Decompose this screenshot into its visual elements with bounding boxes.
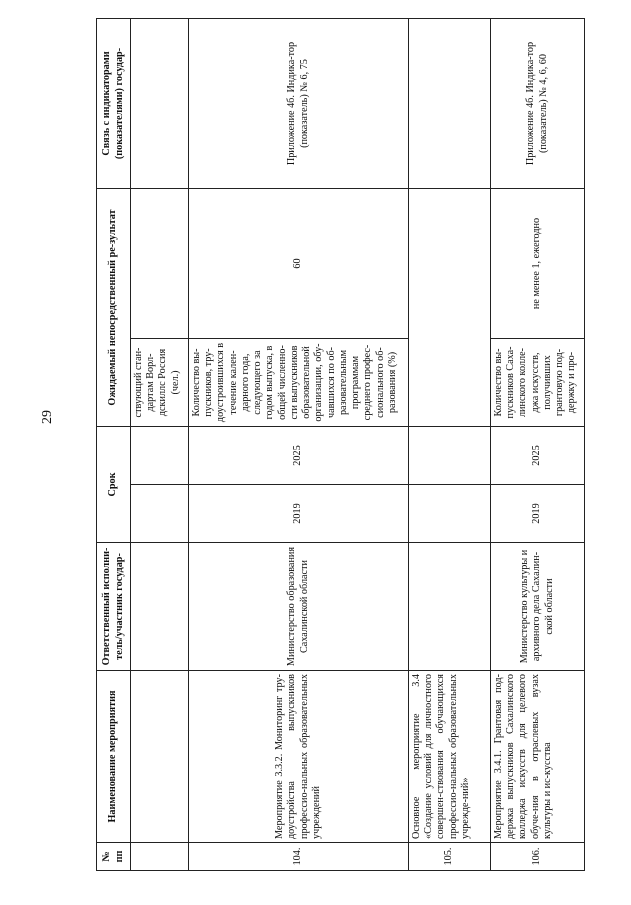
row-result (409, 189, 491, 427)
rotated-table-container (96, 19, 584, 871)
row-result-text: Количество вы-пускников Саха-линского колле-джа искусств, получивших грантовую под-держку и про- (491, 338, 584, 426)
activities-table (96, 18, 585, 871)
row-link (131, 19, 189, 189)
row-responsible (409, 543, 491, 671)
row-result (189, 189, 409, 427)
row-responsible: Министерство культуры и архивного дела Сахалин-ской области (491, 543, 585, 671)
row-link (409, 19, 491, 189)
row-result-value (131, 189, 188, 338)
row-result (491, 189, 585, 427)
row-link: Приложение 4б. Индика-тор (показатель) № 6, 75 (189, 19, 409, 189)
row-end (409, 427, 491, 485)
row-end: 2025 (189, 427, 409, 485)
row-start (131, 485, 189, 543)
table-row (131, 19, 189, 871)
row-end (131, 427, 189, 485)
header-responsible: Ответственный исполни-тель/участник государ- (97, 543, 131, 671)
row-num: 104. (189, 843, 409, 871)
header-name: Наименование мероприятия (97, 671, 131, 843)
row-num: 106. (491, 843, 585, 871)
header-term: Срок (97, 427, 131, 543)
header-result: Ожидаемый непосредственный ре-зультат (97, 189, 131, 427)
row-name: Основное мероприятие 3.4 «Создание условий для личностного совершен-ствования обучающихся профессио-нальных образовательных учрежде-ний» (409, 671, 491, 843)
row-result-value: 60 (292, 258, 304, 269)
row-link: Приложение 4б. Индика-тор (показатель) № 4, 6, 60 (491, 19, 585, 189)
row-name (131, 671, 189, 843)
row-result-value: не менее 1, ежегодно (531, 217, 543, 310)
header-link: Связь с индикаторами (показателями) государ- (97, 19, 131, 189)
row-start (409, 485, 491, 543)
row-name: Мероприятие 3.4.1. Грантовая под-держка выпускников Сахалинского колледжа искусств для целевого обуче-ния в отраслевых вузах культуры и ис-кусства (491, 671, 585, 843)
table-row (189, 19, 409, 871)
row-result-text: ствующий стан-дартам Ворл-дскиллс Россия (чел.) (131, 338, 188, 426)
row-num (131, 843, 189, 871)
row-responsible (131, 543, 189, 671)
row-result-text: Количество вы-пускников, тру-доустроившихся в течение кален-дарного года, следующего за годом выпуска, в общей численно-сти выпускников образовательной организации, обу-чавшихся по об-разовательным программам среднего профес-сионального об-разования (%) (189, 338, 408, 426)
row-result (131, 189, 189, 427)
table-row (491, 19, 585, 871)
row-end: 2025 (491, 427, 585, 485)
row-start: 2019 (491, 485, 585, 543)
header-num: № пп (97, 843, 131, 871)
row-name: Мероприятие 3.3.2. Мониторинг тру-доустройства выпускников профессио-нальных образовательных учреждений (189, 671, 409, 843)
row-start: 2019 (189, 485, 409, 543)
table-row (409, 19, 491, 871)
page-number: 29 (40, 410, 55, 424)
row-num: 105. (409, 843, 491, 871)
row-responsible: Министерство образования Сахалинской области (189, 543, 409, 671)
table-header-row (97, 19, 131, 871)
